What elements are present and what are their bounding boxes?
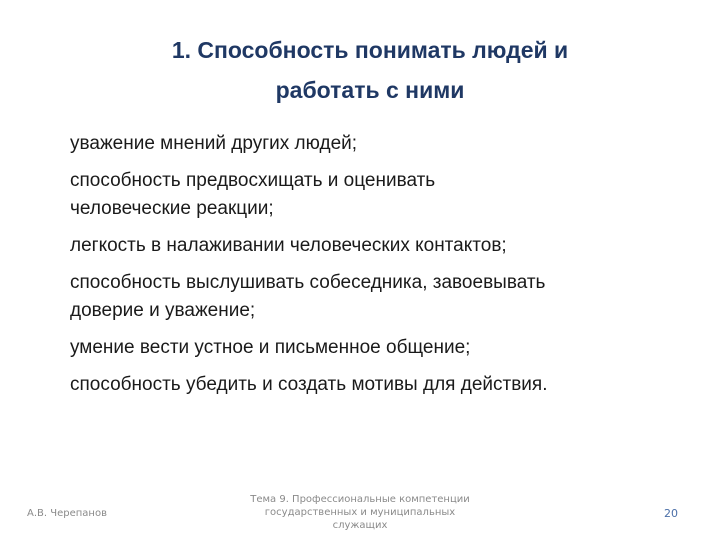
footer-author: А.В. Черепанов bbox=[27, 508, 107, 519]
bullet-text: умение вести устное и письменное общение; bbox=[70, 337, 471, 358]
bullet-text: доверие и уважение; bbox=[70, 300, 256, 321]
footer-topic-line: служащих bbox=[332, 520, 388, 531]
slide-title-line: 1. Способность понимать людей и bbox=[171, 37, 569, 63]
bullet-item bbox=[70, 269, 710, 325]
bullet-item bbox=[70, 130, 710, 158]
bullet-text: способность предвосхищать и оценивать bbox=[70, 170, 436, 191]
bullet-text: легкость в налаживании человеческих контактов; bbox=[70, 235, 507, 256]
slide-title-line: работать с ними bbox=[275, 77, 465, 103]
bullet-text: уважение мнений других людей; bbox=[70, 133, 358, 154]
bullet-text: человеческие реакции; bbox=[70, 198, 274, 219]
bullet-list bbox=[70, 130, 710, 408]
bullet-item bbox=[70, 371, 710, 399]
footer-topic-line: государственных и муниципальных bbox=[264, 507, 456, 518]
slide-title bbox=[120, 30, 620, 110]
bullet-text: способность убедить и создать мотивы для действия. bbox=[70, 374, 548, 395]
footer-topic bbox=[240, 493, 480, 532]
footer-topic-line: Тема 9. Профессиональные компетенции bbox=[250, 494, 470, 505]
bullet-text: способность выслушивать собеседника, завоевывать bbox=[70, 272, 546, 293]
bullet-item bbox=[70, 334, 710, 362]
page-number: 20 bbox=[664, 507, 678, 520]
bullet-item bbox=[70, 232, 710, 260]
bullet-item bbox=[70, 167, 710, 223]
